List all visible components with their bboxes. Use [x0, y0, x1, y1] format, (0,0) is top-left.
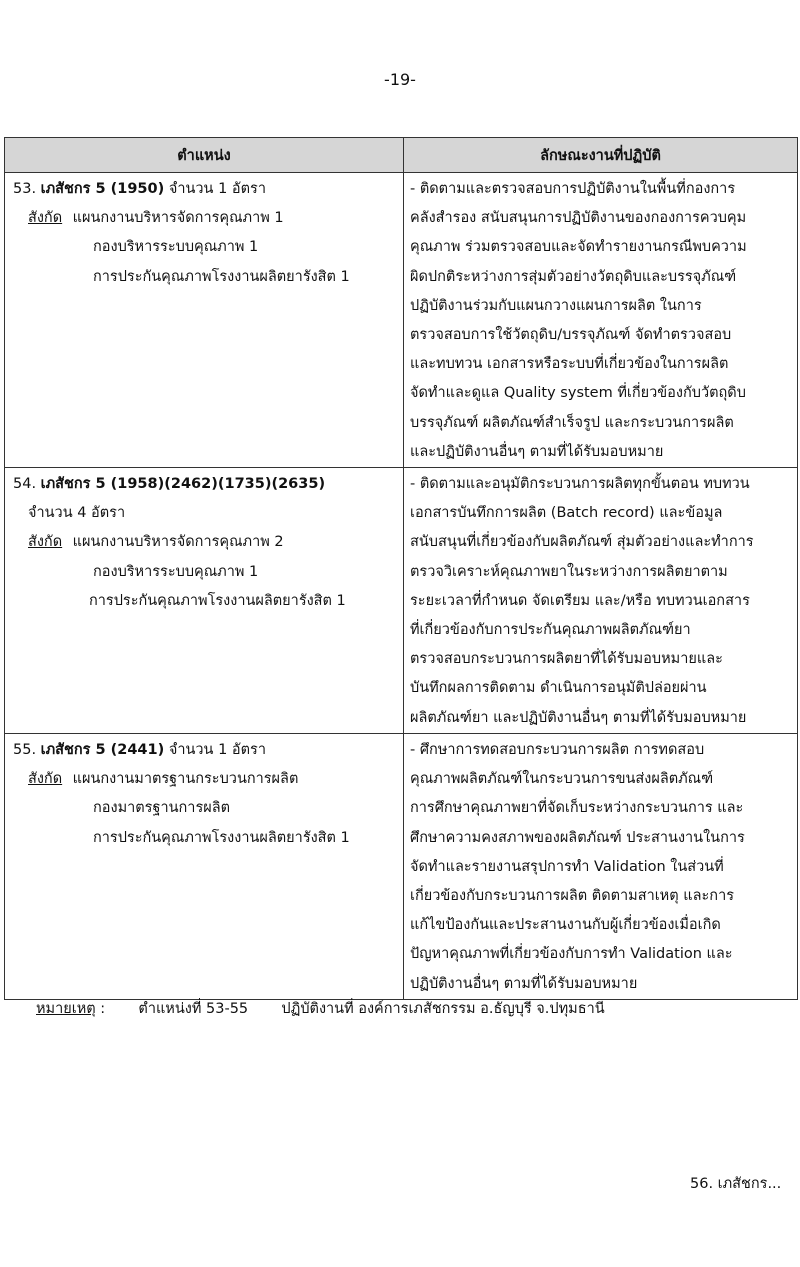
duty-line: ผิดปกติระหว่างการสุ่มตัวอย่างวัตถุดิบและบรรจุภัณฑ์ [410, 268, 737, 285]
duty-line: - ศึกษาการทดสอบกระบวนการผลิต การทดสอบ [410, 742, 705, 758]
duty-line: ตรวจสอบการใช้วัตถุดิบ/บรรจุภัณฑ์ จัดทำตรวจสอบ [410, 326, 732, 343]
position-title: เภสัชกร 5 (2441) [40, 742, 165, 758]
duty-line: ตรวจวิเคราะห์คุณภาพยาในระหว่างการผลิตยาตาม [410, 563, 728, 580]
duty-line: คุณภาพ ร่วมตรวจสอบและจัดทำรายงานกรณีพบความ [410, 239, 747, 256]
position-title-line [13, 175, 397, 204]
duty-line: เอกสารบันทึกการผลิต (Batch record) และข้อมูล [410, 505, 723, 522]
page-number: -19- [384, 70, 416, 89]
affiliation-item: แผนกงานบริหารจัดการคุณภาพ 1 [72, 210, 284, 227]
position-count: จำนวน 1 อัตรา [168, 181, 266, 197]
positions-table [4, 137, 798, 1000]
duty-line: จัดทำและดูแล Quality system ที่เกี่ยวข้องกับวัตถุดิบ [410, 385, 746, 402]
duty-line: และทบทวน เอกสารหรือระบบที่เกี่ยวข้องในการผลิต [410, 356, 729, 373]
footnote-positions: ตำแหน่งที่ 53-55 [138, 1001, 249, 1017]
position-title: เภสัชกร 5 (1950) [40, 181, 165, 197]
footnote [36, 997, 605, 1020]
position-cell [5, 173, 404, 468]
table-row [5, 173, 798, 468]
affiliation-item: แผนกงานมาตรฐานกระบวนการผลิต [72, 771, 299, 788]
duty-line: ปฏิบัติงานอื่นๆ ตามที่ได้รับมอบหมาย [410, 975, 638, 992]
duties-cell [404, 468, 798, 734]
duties-cell [404, 734, 798, 1000]
duty-line: บันทึกผลการติดตาม ดำเนินการอนุมัติปล่อยผ่าน [410, 680, 707, 697]
duty-line: สนับสนุนที่เกี่ยวข้องกับผลิตภัณฑ์ สุ่มตัวอย่างและทำการ [410, 534, 754, 551]
footnote-label: หมายเหตุ [36, 1001, 96, 1017]
affiliation-label: สังกัด [28, 210, 63, 227]
duty-line: บรรจุภัณฑ์ ผลิตภัณฑ์สำเร็จรูป และกระบวนการผลิต [410, 414, 734, 431]
affiliation-item: กองบริหารระบบคุณภาพ 1 [93, 239, 259, 256]
duties-cell [404, 173, 798, 468]
position-number: 53. [13, 181, 37, 197]
duty-line: - ติดตามและตรวจสอบการปฏิบัติงานในพื้นที่กองการ [410, 181, 736, 197]
header-duties: ลักษณะงานที่ปฏิบัติ [404, 138, 798, 173]
duty-line: ตรวจสอบกระบวนการผลิตยาที่ได้รับมอบหมายและ [410, 651, 723, 668]
duty-line: คุณภาพผลิตภัณฑ์ในกระบวนการขนส่งผลิตภัณฑ์ [410, 771, 714, 788]
position-cell [5, 734, 404, 1000]
affiliation-item: กองมาตรฐานการผลิต [93, 800, 231, 817]
duty-line: และปฏิบัติงานอื่นๆ ตามที่ได้รับมอบหมาย [410, 443, 664, 460]
affiliation-line [13, 765, 397, 794]
duty-line: ศึกษาความคงสภาพของผลิตภัณฑ์ ประสานงานในการ [410, 829, 745, 846]
footnote-separator: : [100, 1001, 106, 1017]
affiliation-item: การประกันคุณภาพโรงงานผลิตยารังสิต 1 [89, 592, 346, 609]
table-row [5, 734, 798, 1000]
position-number: 55. [13, 742, 37, 758]
duty-line: จัดทำและรายงานสรุปการทำ Validation ในส่วนที่ [410, 858, 724, 875]
duty-line: แก้ไขป้องกันและประสานงานกับผู้เกี่ยวข้องเมื่อเกิด [410, 917, 721, 934]
affiliation-item: การประกันคุณภาพโรงงานผลิตยารังสิต 1 [93, 268, 350, 285]
position-cell [5, 468, 404, 734]
duty-line: การศึกษาคุณภาพยาที่จัดเก็บระหว่างกระบวนการ และ [410, 800, 744, 817]
duty-line: คลังสำรอง สนับสนุนการปฏิบัติงานของกองการควบคุม [410, 210, 747, 227]
header-position: ตำแหน่ง [5, 138, 404, 173]
position-title-line [13, 470, 397, 499]
affiliation-label: สังกัด [28, 534, 63, 551]
affiliation-label: สังกัด [28, 771, 63, 788]
position-count: จำนวน 4 อัตรา [28, 505, 126, 522]
duty-line: ที่เกี่ยวข้องกับการประกันคุณภาพผลิตภัณฑ์ยา [410, 621, 691, 638]
table-header-row [5, 138, 798, 173]
position-title: เภสัชกร 5 (1958)(2462)(1735)(2635) [40, 476, 326, 492]
affiliation-line [13, 528, 397, 557]
affiliation-item: แผนกงานบริหารจัดการคุณภาพ 2 [72, 534, 284, 551]
affiliation-item: การประกันคุณภาพโรงงานผลิตยารังสิต 1 [93, 829, 350, 846]
position-count: จำนวน 1 อัตรา [168, 742, 266, 758]
duty-line: - ติดตามและอนุมัติกระบวนการผลิตทุกขั้นตอน ทบทวน [410, 476, 750, 492]
duty-line: ระยะเวลาที่กำหนด จัดเตรียม และ/หรือ ทบทวนเอกสาร [410, 592, 750, 609]
duty-line: เกี่ยวข้องกับกระบวนการผลิต ติดตามสาเหตุ และการ [410, 887, 734, 904]
duty-line: ปฏิบัติงานร่วมกับแผนกวางแผนการผลิต ในการ [410, 297, 702, 314]
duty-line: ปัญหาคุณภาพที่เกี่ยวข้องกับการทำ Validation และ [410, 946, 733, 963]
footnote-text: ปฏิบัติงานที่ องค์การเภสัชกรรม อ.ธัญบุรี จ.ปทุมธานี [281, 1001, 605, 1017]
position-title-line [13, 736, 397, 765]
table-row [5, 468, 798, 734]
position-number: 54. [13, 476, 37, 492]
continuation-text: 56. เภสัชกร... [690, 1176, 782, 1192]
duty-line: ผลิตภัณฑ์ยา และปฏิบัติงานอื่นๆ ตามที่ได้รับมอบหมาย [410, 709, 747, 726]
affiliation-item: กองบริหารระบบคุณภาพ 1 [93, 563, 259, 580]
affiliation-line [13, 204, 397, 233]
